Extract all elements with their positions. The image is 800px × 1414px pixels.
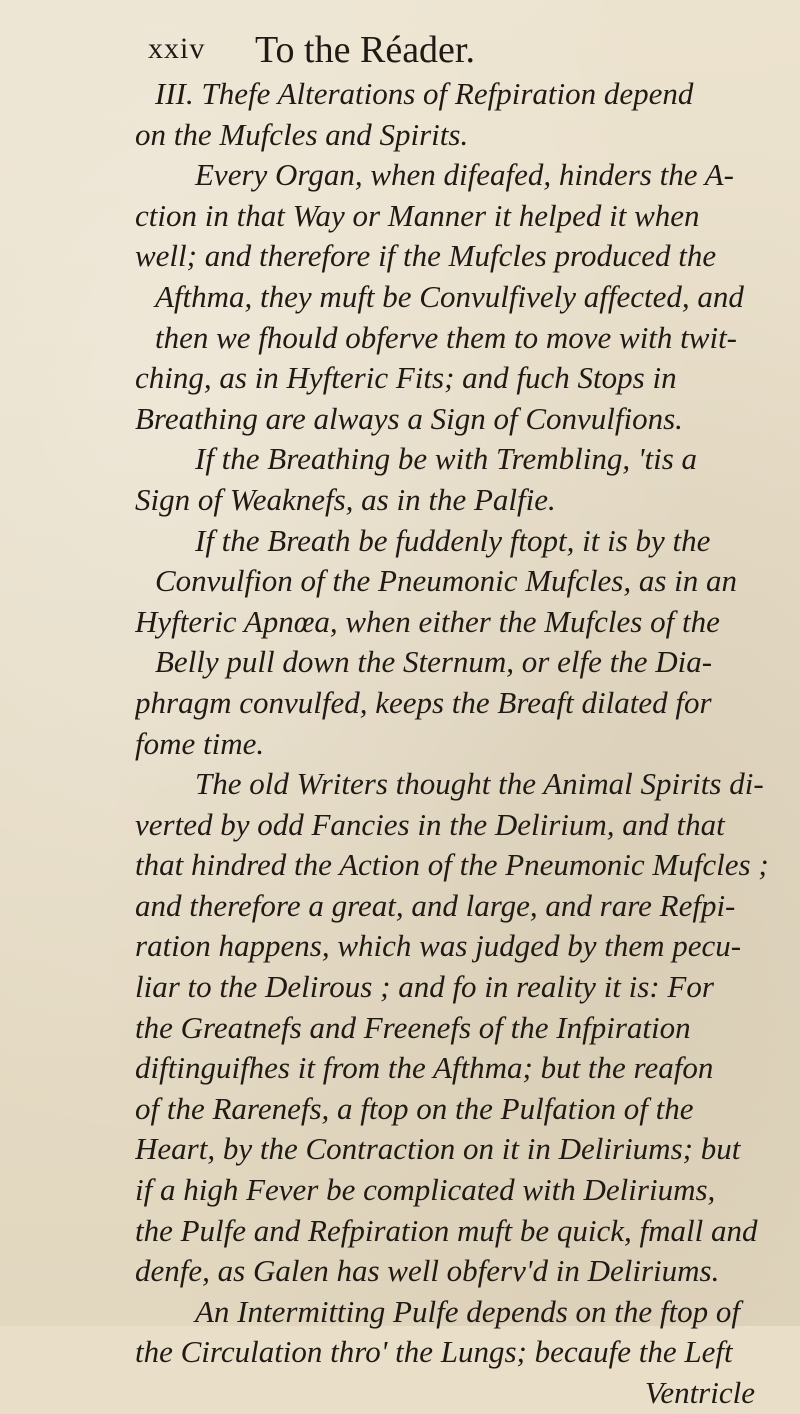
text-line: well; and therefore if the Mufcles produced the [135,238,717,274]
text-line: Afthma, they muft be Convulfively affected, and [155,278,744,314]
text-line: verted by odd Fancies in the Delirium, and that [135,806,725,842]
text-line: Breathing are always a Sign of Convulfions. [135,400,683,436]
catchword: Ventricle [644,1375,755,1410]
text-line: denfe, as Galen has well obferv'd in Deliriums. [135,1253,720,1289]
text-line: the Circulation thro' the Lungs; becaufe the Left [135,1334,733,1370]
body-text [135,74,775,1414]
text-line: If the Breath be fuddenly ftopt, it is by the [195,522,711,558]
text-line: that hindred the Action of the Pneumonic Mufcles ; [135,847,769,883]
text-line: The old Writers thought the Animal Spirits di- [195,766,764,802]
text-line: Heart, by the Contraction on it in Deliriums; but [135,1131,741,1167]
text-line: if a high Fever be complicated with Deliriums, [135,1172,716,1208]
text-line: If the Breathing be with Trembling, 'tis a [195,441,698,477]
text-line: the Greatnefs and Freenefs of the Infpiration [135,1009,691,1045]
page-number: xxiv [148,32,206,65]
text-line: and therefore a great, and large, and rare Refpi- [135,887,736,923]
text-line: Belly pull down the Sternum, or elfe the Dia- [155,644,713,680]
text-line: of the Rarenefs, a ftop on the Pulfation of the [135,1090,694,1126]
text-line: diftinguifhes it from the Afthma; but the reafon [135,1050,714,1086]
text-line: fome time. [135,725,265,761]
text-line: liar to the Delirous ; and fo in reality it is: For [135,969,714,1005]
text-line: ching, as in Hyfteric Fits; and fuch Stops in [135,360,677,396]
text-line: phragm convulfed, keeps the Breaft dilated for [135,684,712,720]
text-line: An Intermitting Pulfe depends on the ftop of [195,1293,740,1329]
text-line: ration happens, which was judged by them pecu- [135,928,742,964]
text-line: then we fhould obferve them to move with twit- [155,319,738,355]
text-line: Sign of Weaknefs, as in the Palfie. [135,481,556,517]
text-line: Hyfteric Apnœa, when either the Mufcles of the [135,603,720,639]
text-line: ction in that Way or Manner it helped it when [135,197,700,233]
text-line: on the Mufcles and Spirits. [135,116,469,152]
text-line: III. Thefe Alterations of Refpiration depend [155,76,694,111]
text-line: Convulfion of the Pneumonic Mufcles, as in an [155,563,738,599]
text-line: the Pulfe and Refpiration muft be quick, fmall and [135,1212,758,1248]
running-title: To the Réader. [255,29,475,71]
running-head [140,28,720,76]
text-line: Every Organ, when difeafed, hinders the A- [195,157,734,193]
